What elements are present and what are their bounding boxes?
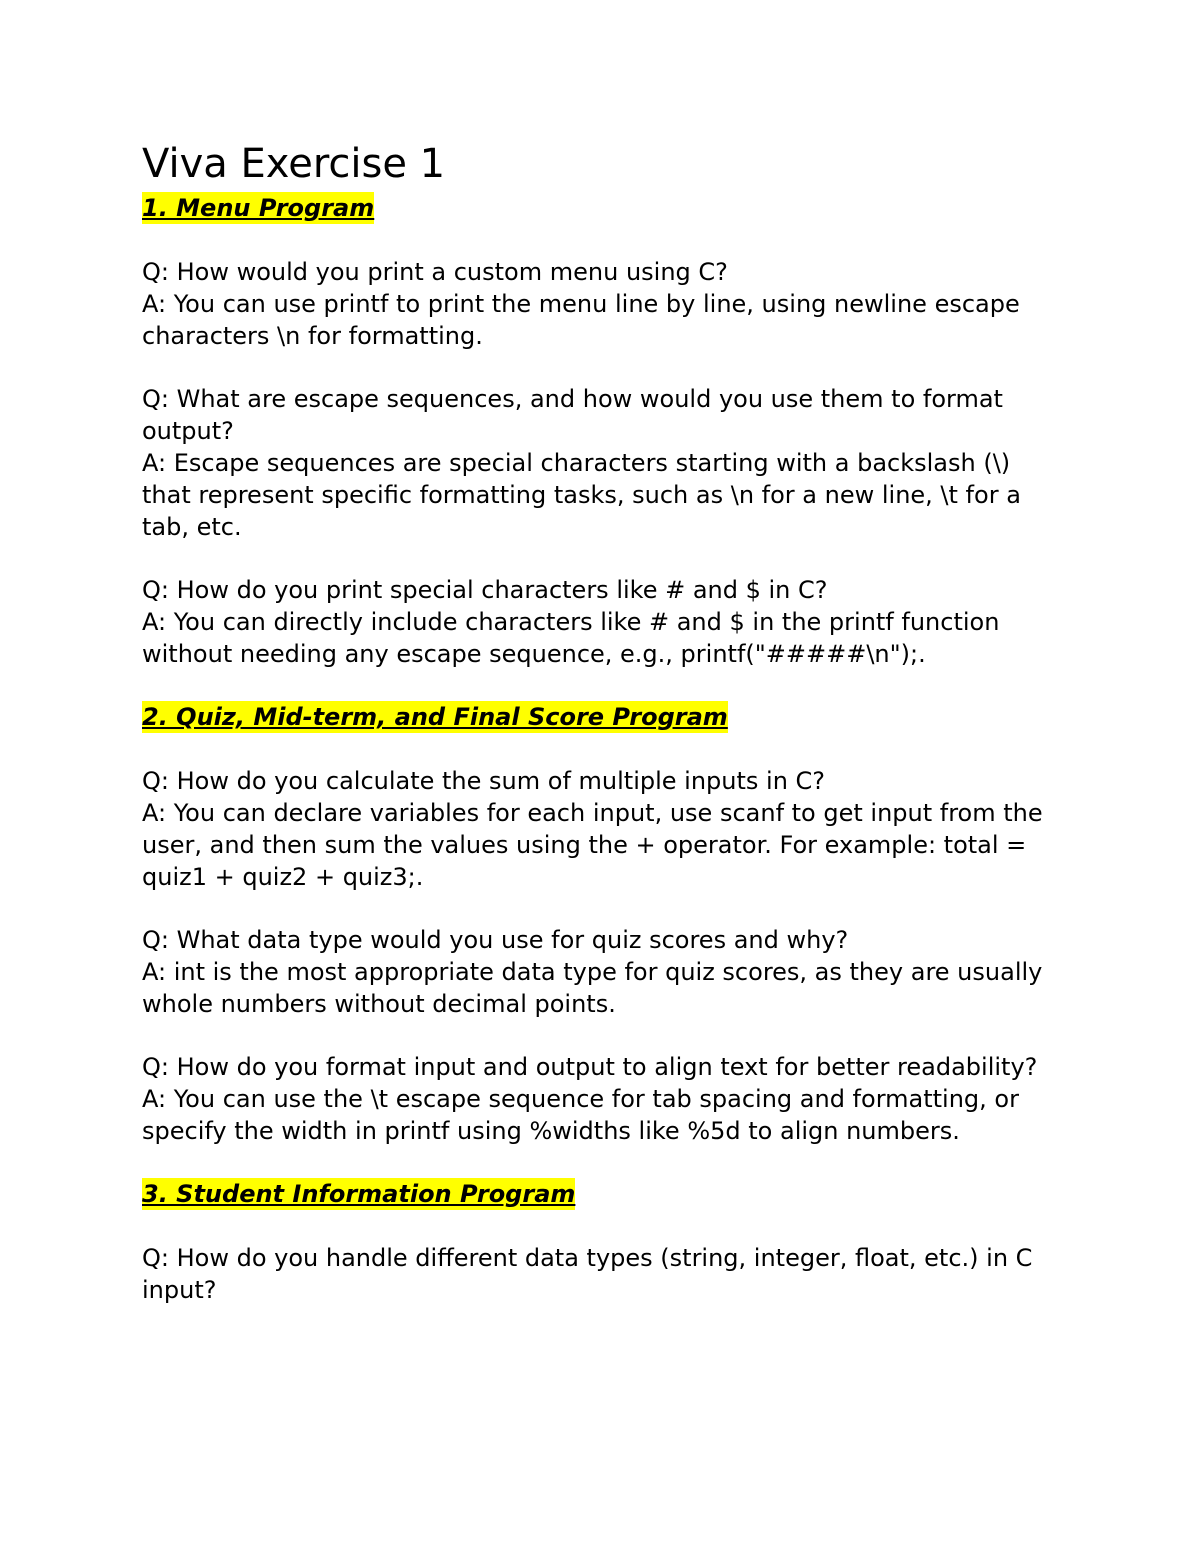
qa-item [142, 574, 1062, 670]
answer-text: A: You can use printf to print the menu line by line, using newline escape characters \n for formatting. [142, 290, 1020, 350]
question-text: Q: How do you format input and output to align text for better readability? [142, 1053, 1038, 1081]
answer-text: A: You can declare variables for each input, use scanf to get input from the user, and then sum the values using the + operator. For example: total = quiz1 + quiz2 + quiz3;. [142, 799, 1043, 891]
qa-item [142, 1242, 1062, 1306]
section-menu-program [142, 192, 1062, 670]
answer-text: A: Escape sequences are special characters starting with a backslash (\) that represent specific formatting tasks, such as \n for a new line, \t for a tab, etc. [142, 449, 1021, 541]
section-heading: 1. Menu Program [142, 194, 375, 222]
qa-item [142, 765, 1062, 893]
answer-text: A: You can use the \t escape sequence for tab spacing and formatting, or specify the width in printf using %widths like %5d to align numbers. [142, 1085, 1019, 1145]
section-heading-wrap [142, 192, 1062, 224]
section-heading-wrap [142, 1178, 1062, 1210]
section-heading: 2. Quiz, Mid-term, and Final Score Program [142, 703, 728, 731]
question-text: Q: What data type would you use for quiz scores and why? [142, 926, 849, 954]
section-score-program [142, 701, 1062, 1147]
qa-item [142, 1051, 1062, 1147]
question-text: Q: How do you print special characters like # and $ in C? [142, 576, 828, 604]
section-heading: 3. Student Information Program [142, 1180, 576, 1208]
document-page [142, 140, 1062, 1337]
answer-text: A: You can directly include characters like # and $ in the printf function without needing any escape sequence, e.g., printf("#####\n");. [142, 608, 1000, 668]
question-text: Q: What are escape sequences, and how would you use them to format output? [142, 385, 1003, 445]
page-title: Viva Exercise 1 [142, 141, 446, 187]
qa-item [142, 924, 1062, 1020]
qa-item [142, 256, 1062, 352]
answer-text: A: int is the most appropriate data type for quiz scores, as they are usually whole numbers without decimal points. [142, 958, 1043, 1018]
section-heading-wrap [142, 701, 1062, 733]
question-text: Q: How would you print a custom menu using C? [142, 258, 728, 286]
question-text: Q: How do you calculate the sum of multiple inputs in C? [142, 767, 826, 795]
qa-item [142, 383, 1062, 543]
question-text: Q: How do you handle different data types (string, integer, float, etc.) in C input? [142, 1244, 1033, 1304]
section-student-info-program [142, 1178, 1062, 1306]
